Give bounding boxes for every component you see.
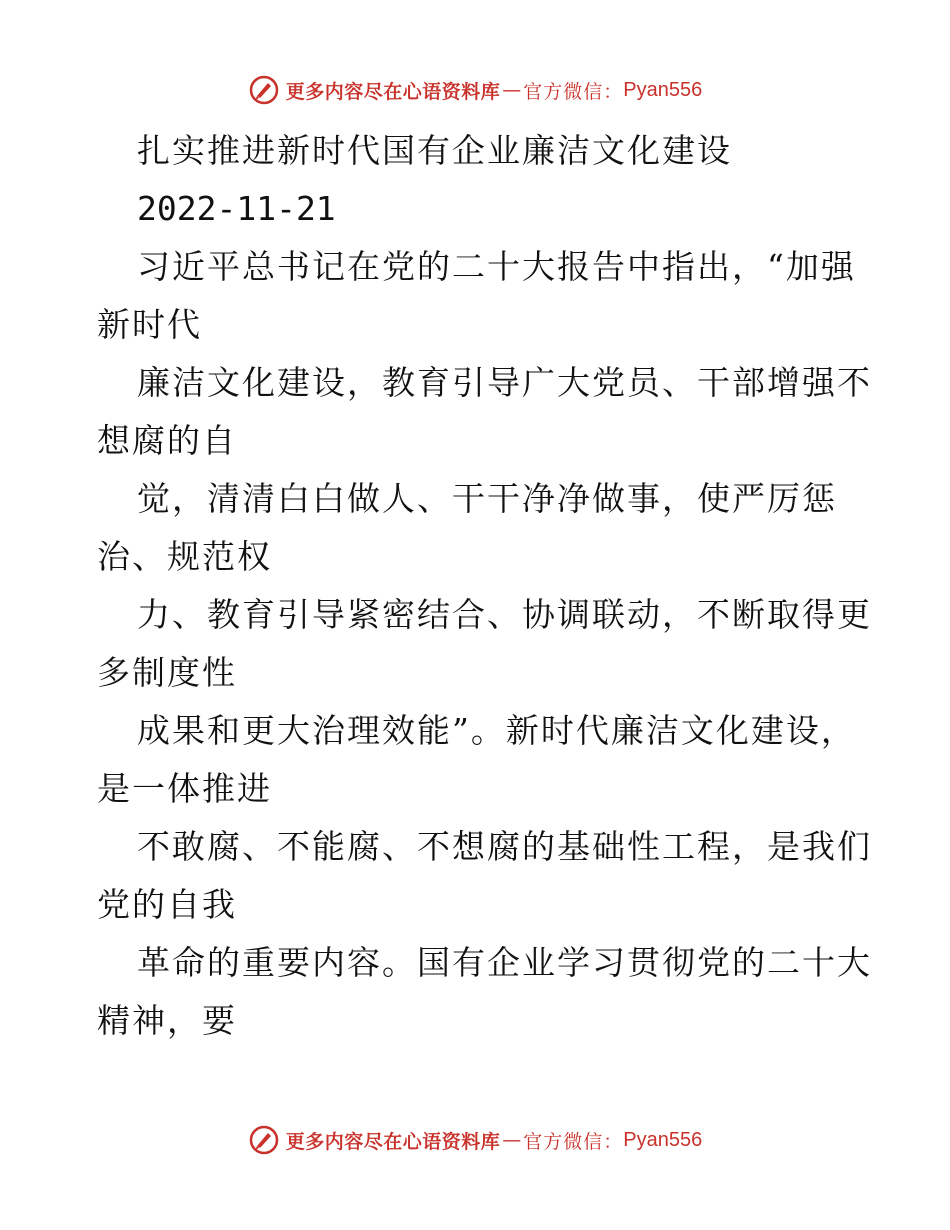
- paragraph-line: 治、规范权: [97, 537, 272, 576]
- document-body: [97, 122, 872, 1050]
- banner-wechat-label: 官方微信：: [523, 1130, 624, 1153]
- paragraph-line: 习近平总书记在党的二十大报告中指出，“加强: [137, 247, 856, 286]
- banner-separator: —: [502, 79, 522, 101]
- paragraph-line: 精神，要: [97, 1001, 237, 1040]
- quill-seal-icon: [248, 74, 280, 106]
- paragraph-line: 力、教育引导紧密结合、协调联动，不断取得更: [137, 595, 872, 634]
- paragraph-line: 革命的重要内容。国有企业学习贯彻党的二十大: [137, 943, 872, 982]
- quill-seal-icon: [248, 1124, 280, 1156]
- banner-title: 更多内容尽在心语资料库: [285, 80, 501, 103]
- paragraph-line: 廉洁文化建设，教育引导广大党员、干部增强不: [137, 363, 872, 402]
- header-banner: [0, 70, 950, 110]
- document-title: 扎实推进新时代国有企业廉洁文化建设: [137, 131, 732, 170]
- paragraph-line: 党的自我: [97, 885, 237, 924]
- paragraph-line: 新时代: [97, 305, 202, 344]
- paragraph-line: 不敢腐、不能腐、不想腐的基础性工程，是我们: [137, 827, 872, 866]
- banner-title: 更多内容尽在心语资料库: [285, 1130, 501, 1153]
- paragraph-line: 觉，清清白白做人、干干净净做事，使严厉惩: [137, 479, 837, 518]
- banner-wechat-handle: Pyan556: [623, 1128, 703, 1151]
- document-date: 2022-11-21: [137, 189, 336, 228]
- paragraph-line: 想腐的自: [97, 421, 237, 460]
- banner-wechat-handle: Pyan556: [623, 78, 703, 101]
- banner-wechat-label: 官方微信：: [523, 80, 624, 103]
- paragraph-line: 成果和更大治理效能”。新时代廉洁文化建设，: [137, 711, 856, 750]
- footer-banner: [0, 1120, 950, 1160]
- banner-separator: —: [502, 1129, 522, 1151]
- paragraph-line: 是一体推进: [97, 769, 272, 808]
- paragraph-line: 多制度性: [97, 653, 237, 692]
